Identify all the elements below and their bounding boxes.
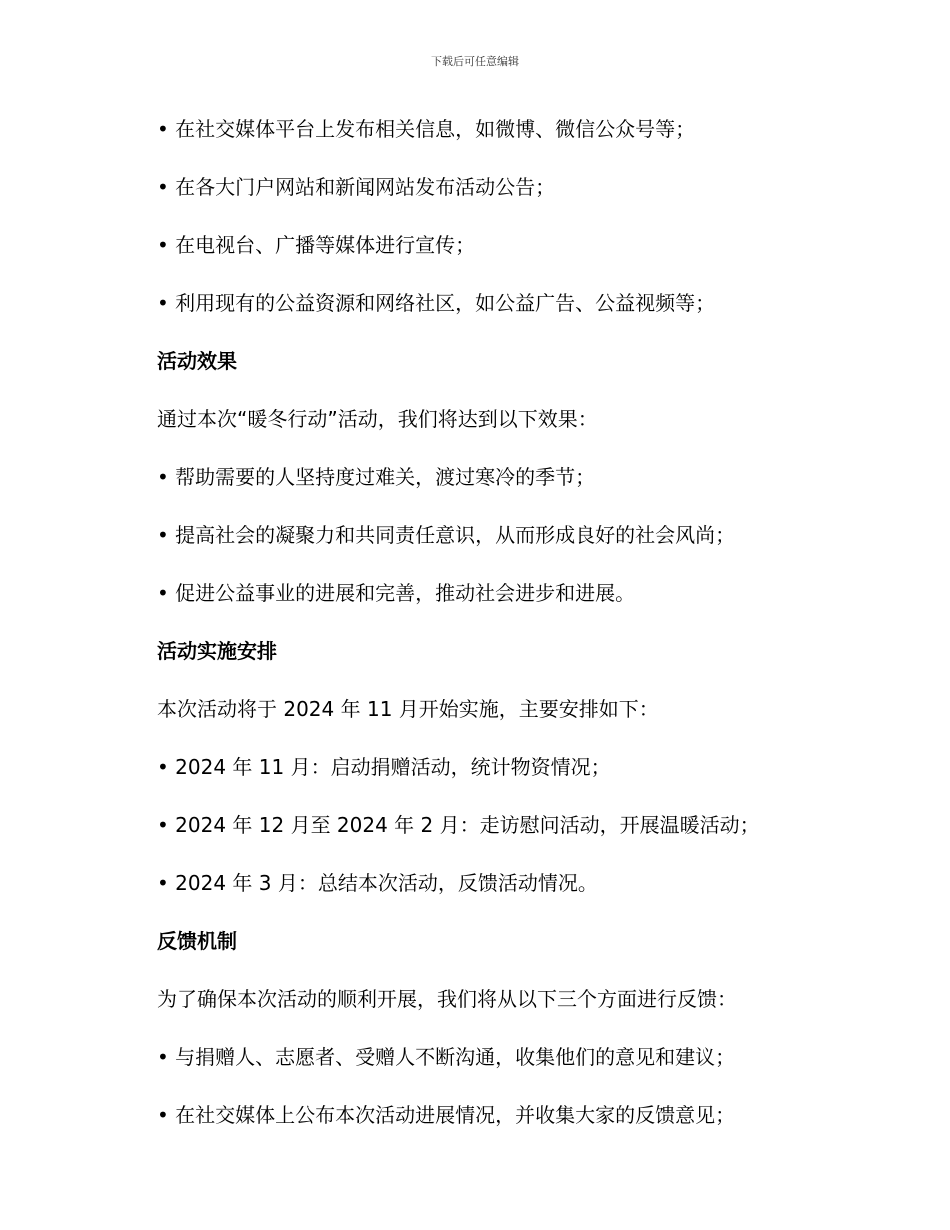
list-item-schedule-nov: • 2024 年 11 月：启动捐赠活动，统计物资情况； (157, 755, 611, 779)
list-item-public-resources: • 利用现有的公益资源和网络社区，如公益广告、公益视频等； (157, 291, 716, 315)
section-heading-effects: 活动效果 (157, 349, 237, 373)
list-item-portal-sites: • 在各大门户网站和新闻网站发布活动公告； (157, 175, 556, 199)
list-item-schedule-dec-feb: • 2024 年 12 月至 2024 年 2 月：走访慰问活动，开展温暖活动； (157, 813, 760, 837)
paragraph-effects-intro: 通过本次“暖冬行动”活动，我们将达到以下效果： (157, 407, 598, 431)
section-heading-schedule: 活动实施安排 (157, 639, 277, 663)
document-body (157, 114, 837, 1158)
paragraph-schedule-intro: 本次活动将于 2024 年 11 月开始实施，主要安排如下： (157, 697, 659, 721)
section-heading-feedback: 反馈机制 (157, 929, 237, 953)
paragraph-feedback-intro: 为了确保本次活动的顺利开展，我们将从以下三个方面进行反馈： (157, 987, 737, 1011)
list-item-effect-progress: • 促进公益事业的进展和完善，推动社会进步和进展。 (157, 581, 636, 605)
list-item-effect-help: • 帮助需要的人坚持度过难关，渡过寒冷的季节； (157, 465, 596, 489)
list-item-feedback-publish: • 在社交媒体上公布本次活动进展情况，并收集大家的反馈意见； (157, 1103, 736, 1127)
page-header: 下载后可任意编辑 (431, 55, 519, 68)
list-item-schedule-mar: • 2024 年 3 月：总结本次活动，反馈活动情况。 (157, 871, 598, 895)
list-item-social-media: • 在社交媒体平台上发布相关信息，如微博、微信公众号等； (157, 117, 696, 141)
list-item-tv-radio: • 在电视台、广播等媒体进行宣传； (157, 233, 476, 257)
list-item-effect-cohesion: • 提高社会的凝聚力和共同责任意识，从而形成良好的社会风尚； (157, 523, 736, 547)
list-item-feedback-communicate: • 与捐赠人、志愿者、受赠人不断沟通，收集他们的意见和建议； (157, 1045, 736, 1069)
